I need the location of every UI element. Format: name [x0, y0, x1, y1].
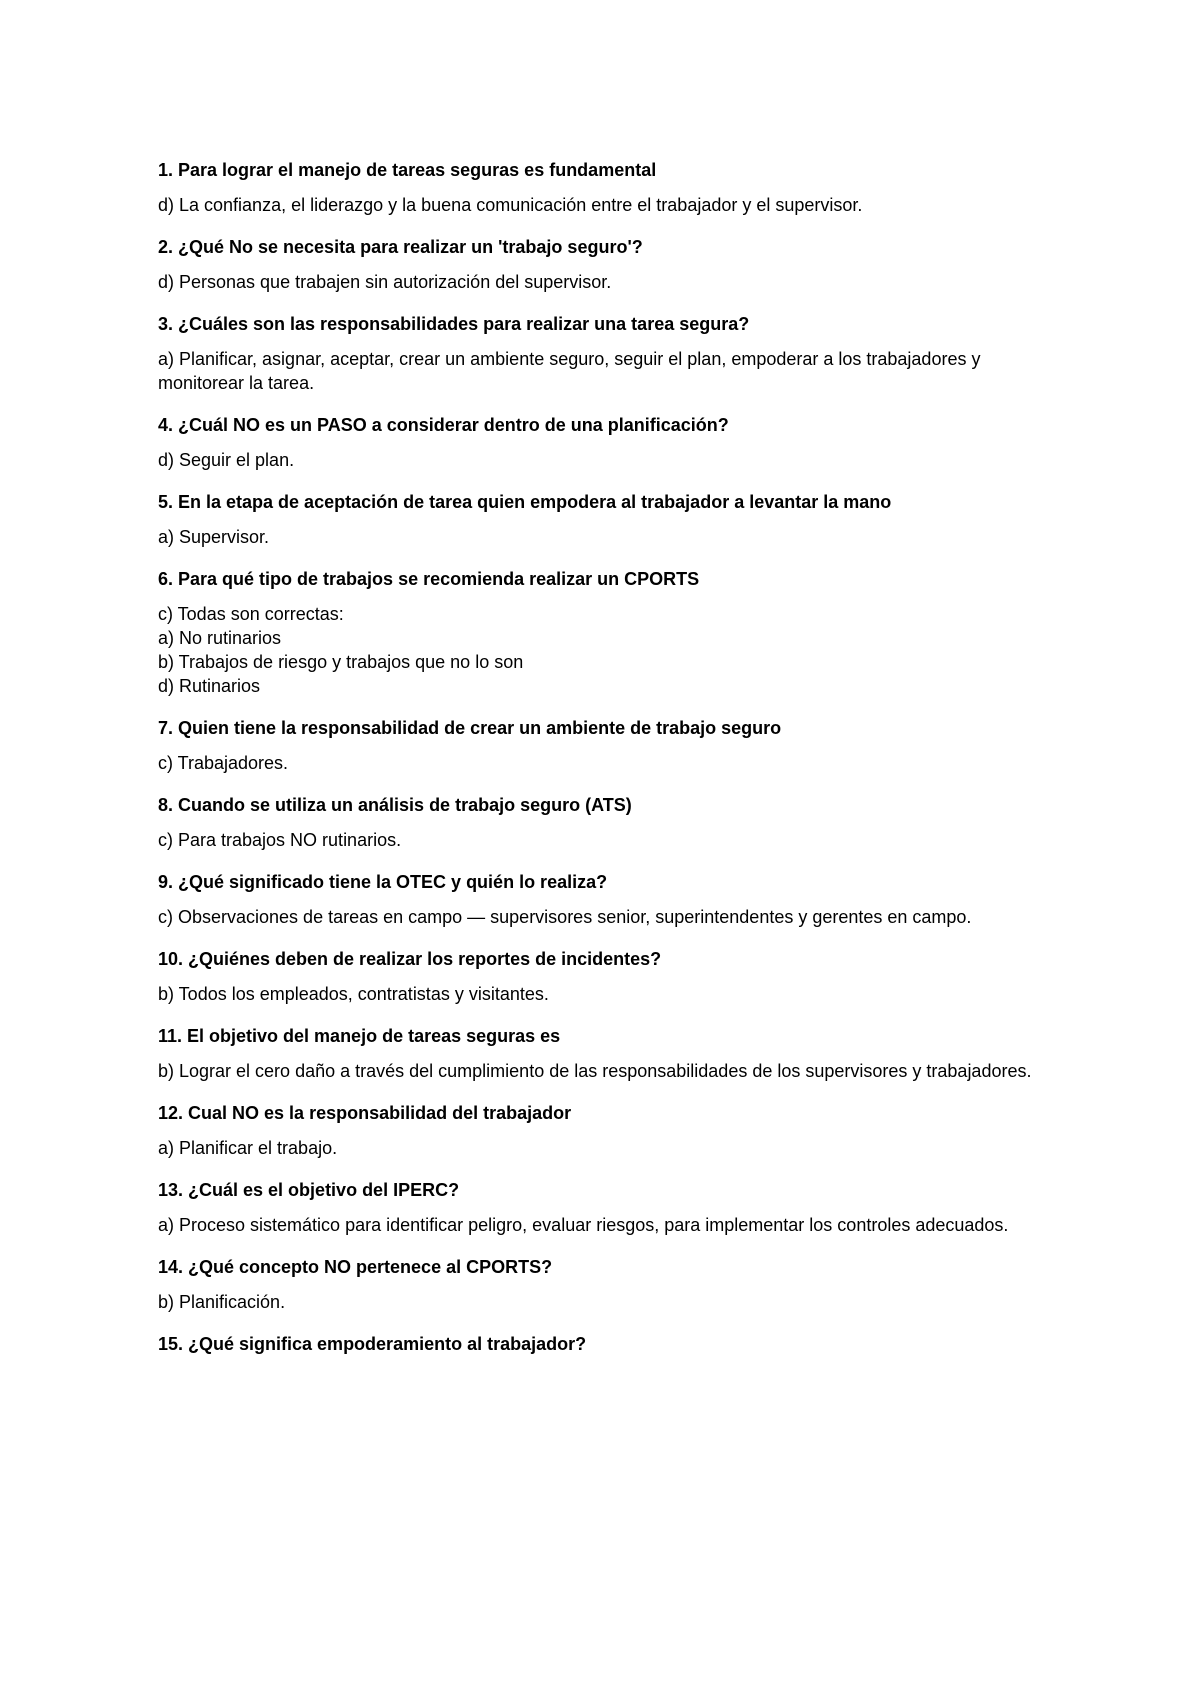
question-block — [158, 870, 1038, 929]
question-block — [158, 235, 1038, 294]
answer-line: a) Proceso sistemático para identificar peligro, evaluar riesgos, para implementar los controles adecuados. — [158, 1215, 1009, 1235]
answer-line: c) Para trabajos NO rutinarios. — [158, 830, 402, 850]
answer-line: b) Todos los empleados, contratistas y visitantes. — [158, 984, 549, 1004]
question-block — [158, 1332, 1038, 1356]
answer-line: d) Seguir el plan. — [158, 450, 295, 470]
question-block — [158, 1101, 1038, 1160]
question-text: 7. Quien tiene la responsabilidad de crear un ambiente de trabajo seguro — [158, 718, 782, 738]
answer-text — [158, 347, 1038, 395]
answer-line: a) Planificar el trabajo. — [158, 1138, 338, 1158]
answer-text — [158, 751, 1038, 775]
question-text: 1. Para lograr el manejo de tareas seguras es fundamental — [158, 160, 657, 180]
answer-text — [158, 193, 1038, 217]
answer-line: b) Trabajos de riesgo y trabajos que no lo son — [158, 652, 524, 672]
answer-text — [158, 1290, 1038, 1314]
answer-text — [158, 602, 1038, 698]
answer-line: a) No rutinarios — [158, 628, 282, 648]
question-block — [158, 1178, 1038, 1237]
answer-line: d) Rutinarios — [158, 676, 261, 696]
answer-line: c) Trabajadores. — [158, 753, 289, 773]
answer-line: b) Lograr el cero daño a través del cumplimiento de las responsabilidades de los supervisores y trabajadores. — [158, 1061, 1032, 1081]
question-text: 8. Cuando se utiliza un análisis de trabajo seguro (ATS) — [158, 795, 632, 815]
question-text: 10. ¿Quiénes deben de realizar los reportes de incidentes? — [158, 949, 662, 969]
question-text: 14. ¿Qué concepto NO pertenece al CPORTS? — [158, 1257, 553, 1277]
answer-line: d) Personas que trabajen sin autorización del supervisor. — [158, 272, 612, 292]
answer-text — [158, 982, 1038, 1006]
answer-line: d) La confianza, el liderazgo y la buena comunicación entre el trabajador y el supervisor. — [158, 195, 863, 215]
answer-text — [158, 525, 1038, 549]
answer-text — [158, 270, 1038, 294]
question-block — [158, 312, 1038, 395]
question-text: 2. ¿Qué No se necesita para realizar un 'trabajo seguro'? — [158, 237, 643, 257]
question-block — [158, 793, 1038, 852]
question-block — [158, 158, 1038, 217]
question-text: 3. ¿Cuáles son las responsabilidades para realizar una tarea segura? — [158, 314, 750, 334]
question-block — [158, 947, 1038, 1006]
answer-text — [158, 1136, 1038, 1160]
answer-text — [158, 1213, 1038, 1237]
question-text: 5. En la etapa de aceptación de tarea quien empodera al trabajador a levantar la mano — [158, 492, 892, 512]
document-page — [158, 158, 1038, 1374]
question-text: 11. El objetivo del manejo de tareas seguras es — [158, 1026, 561, 1046]
question-block — [158, 1255, 1038, 1314]
question-text: 4. ¿Cuál NO es un PASO a considerar dentro de una planificación? — [158, 415, 729, 435]
question-block — [158, 716, 1038, 775]
answer-text — [158, 1059, 1038, 1083]
answer-text — [158, 448, 1038, 472]
question-text: 13. ¿Cuál es el objetivo del IPERC? — [158, 1180, 460, 1200]
answer-line: c) Observaciones de tareas en campo — supervisores senior, superintendentes y gerentes en campo. — [158, 907, 972, 927]
answer-line: c) Todas son correctas: — [158, 604, 344, 624]
question-block — [158, 490, 1038, 549]
question-text: 9. ¿Qué significado tiene la OTEC y quién lo realiza? — [158, 872, 608, 892]
question-text: 6. Para qué tipo de trabajos se recomienda realizar un CPORTS — [158, 569, 700, 589]
question-text: 12. Cual NO es la responsabilidad del trabajador — [158, 1103, 572, 1123]
question-block — [158, 1024, 1038, 1083]
answer-line: a) Supervisor. — [158, 527, 270, 547]
answer-line: a) Planificar, asignar, aceptar, crear un ambiente seguro, seguir el plan, empoderar a los trabajadores y monitorear la tarea. — [158, 349, 981, 393]
question-block — [158, 413, 1038, 472]
answer-text — [158, 828, 1038, 852]
question-block — [158, 567, 1038, 698]
question-text: 15. ¿Qué significa empoderamiento al trabajador? — [158, 1334, 587, 1354]
answer-line: b) Planificación. — [158, 1292, 286, 1312]
answer-text — [158, 905, 1038, 929]
